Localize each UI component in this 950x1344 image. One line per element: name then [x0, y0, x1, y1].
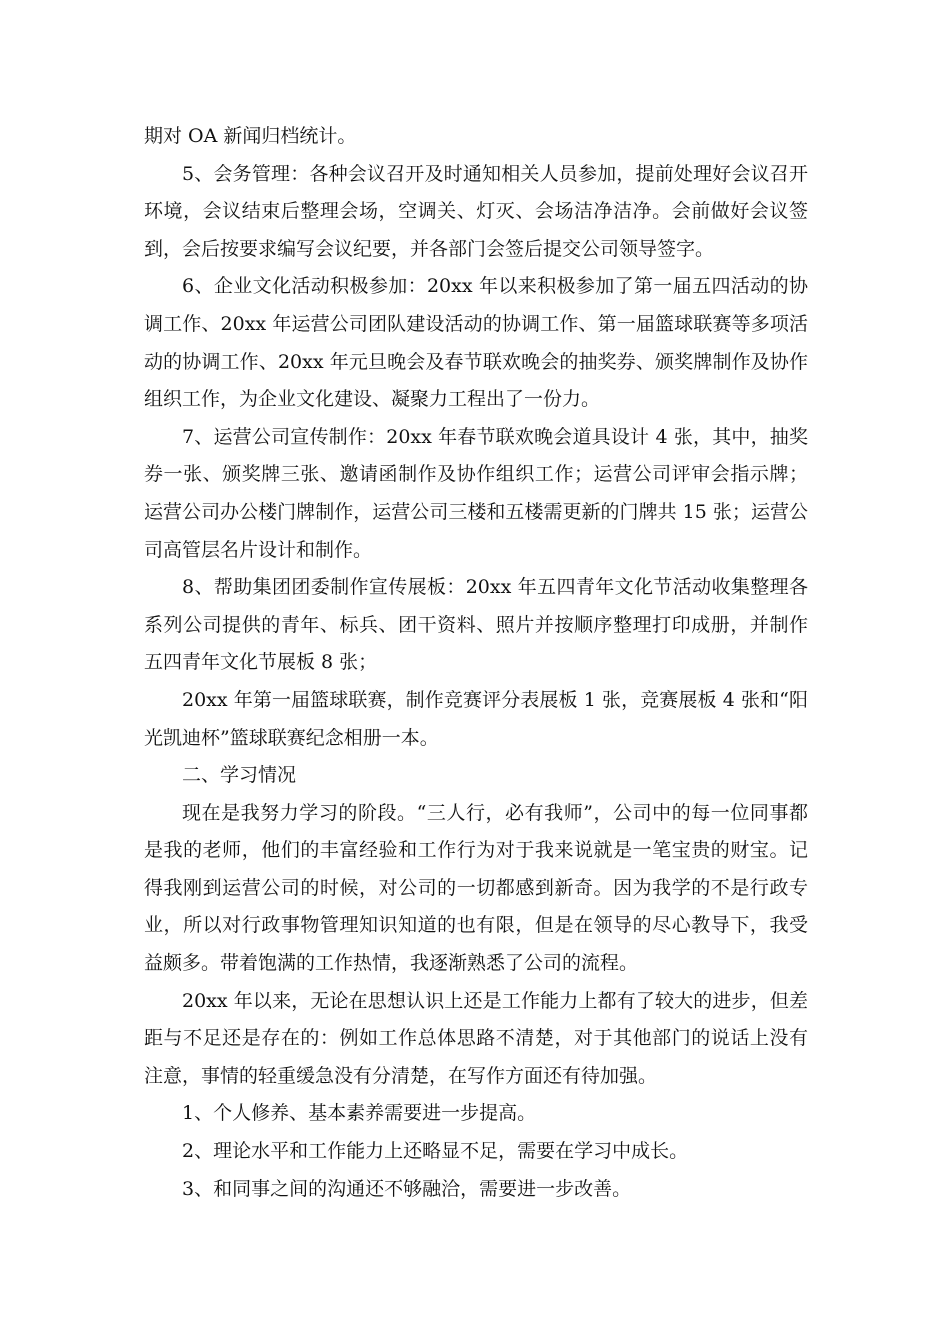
list-item-communication: 3、和同事之间的沟通还不够融洽，需要进一步改善。 [182, 1177, 632, 1200]
document-body [144, 118, 808, 1208]
paragraph-basketball-league: 20xx 年第一届篮球联赛，制作竞赛评分表展板 1 张，竞赛展板 4 张和“阳光凯迪杯”篮球联赛纪念相册一本。 [144, 688, 808, 749]
paragraph-learning-stage: 现在是我努力学习的阶段。“三人行，必有我师”，公司中的每一位同事都是我的老师，他们的丰富经验和工作行为对于我来说就是一笔宝贵的财宝。记得我刚到运营公司的时候，对公司的一切都感到新奇。因为我学的不是行政专业，所以对行政事物管理知识知道的也有限，但是在领导的尽心教导下，我受益颇多。带着饱满的工作热情，我逐渐熟悉了公司的流程。 [144, 801, 808, 975]
list-item-personal-cultivation: 1、个人修养、基本素养需要进一步提高。 [182, 1102, 537, 1125]
paragraph-progress-and-gaps: 20xx 年以来，无论在思想认识上还是工作能力上都有了较大的进步，但差距与不足还是存在的：例如工作总体思路不清楚，对于其他部门的说话上没有注意，事情的轻重缓急没有分清楚，在写作方面还有待加强。 [144, 989, 808, 1087]
paragraph-exhibition-boards: 8、帮助集团团委制作宣传展板：20xx 年五四青年文化节活动收集整理各系列公司提供的青年、标兵、团干资料、照片并按顺序整理打印成册，并制作五四青年文化节展板 8 张； [144, 576, 808, 674]
paragraph-publicity-production: 7、运营公司宣传制作：20xx 年春节联欢晚会道具设计 4 张，其中，抽奖券一张、颁奖牌三张、邀请函制作及协作组织工作；运营公司评审会指示牌；运营公司办公楼门牌制作，运营公司三楼和五楼需更新的门牌共 15 张；运营公司高管层名片设计和制作。 [144, 425, 808, 561]
section-heading-learning: 二、学习情况 [182, 764, 297, 787]
paragraph-corporate-culture: 6、企业文化活动积极参加：20xx 年以来积极参加了第一届五四活动的协调工作、20xx 年运营公司团队建设活动的协调工作、第一届篮球联赛等多项活动的协调工作、20xx 年元旦晚会及春节联欢晚会的抽奖券、颁奖牌制作及协作组织工作，为企业文化建设、凝聚力工程出了一份力。 [144, 275, 808, 411]
paragraph-continuation: 期对 OA 新闻归档统计。 [144, 125, 357, 147]
paragraph-meeting-management: 5、会务管理：各种会议召开及时通知相关人员参加，提前处理好会议召开环境，会议结束后整理会场，空调关、灯灭、会场洁净洁净。会前做好会议签到，会后按要求编写会议纪要，并各部门会签后提交公司领导签字。 [144, 162, 808, 260]
list-item-theory-and-ability: 2、理论水平和工作能力上还略显不足，需要在学习中成长。 [182, 1140, 689, 1163]
